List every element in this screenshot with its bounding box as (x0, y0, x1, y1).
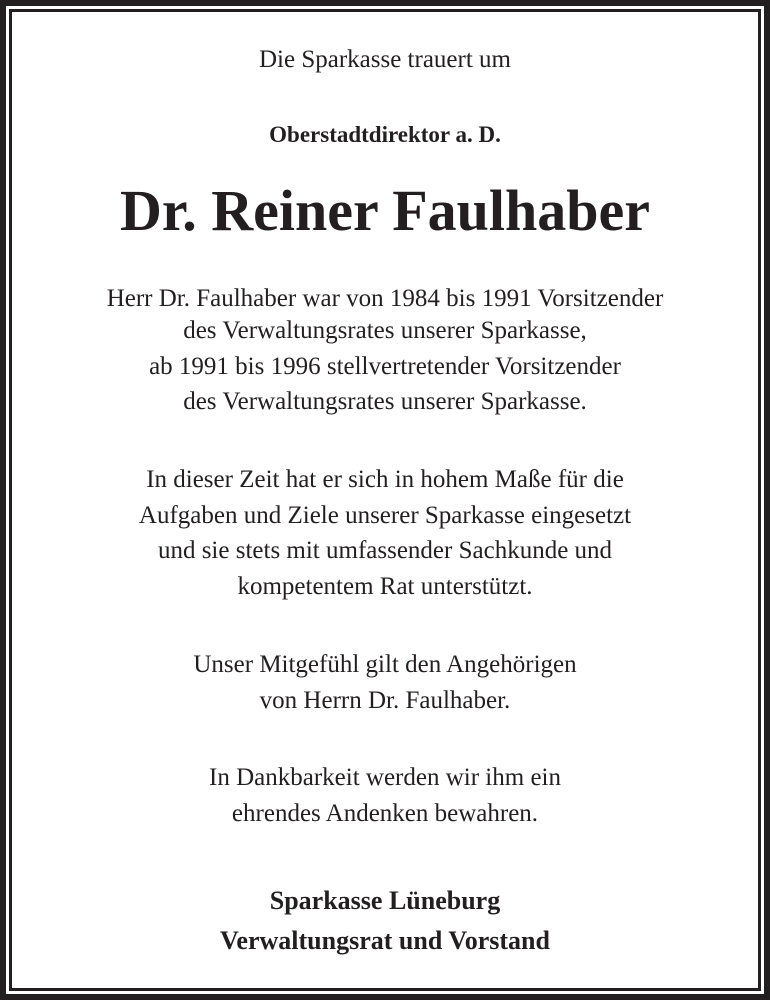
paragraph-line: kompetentem Rat unterstützt. (237, 573, 533, 600)
inner-border (9, 9, 761, 991)
paragraph-line: von Herrn Dr. Faulhaber. (259, 687, 511, 714)
signature-line: Verwaltungsrat und Vorstand (220, 926, 550, 955)
paragraph-line: In dieser Zeit hat er sich in hohem Maße für die (146, 466, 624, 493)
signature-line: Sparkasse Lüneburg (269, 886, 501, 915)
paragraph-line: Aufgaben und Ziele unserer Sparkasse eingesetzt (138, 502, 632, 529)
paragraph-line: Herr Dr. Faulhaber war von 1984 bis 1991 Vorsitzender (106, 285, 664, 312)
paragraph-line: ehrendes Andenken bewahren. (231, 800, 539, 827)
paragraph-line: und sie stets mit umfassender Sachkunde und (157, 537, 613, 564)
intro-text: Die Sparkasse trauert um (258, 46, 511, 73)
paragraph-line: Unser Mitgefühl gilt den Angehörigen (193, 651, 577, 678)
paragraph-line: des Verwaltungsrates unserer Sparkasse. (183, 388, 587, 415)
paragraph-line: des Verwaltungsrates unserer Sparkasse, (183, 317, 587, 344)
paragraph-line: ab 1991 bis 1996 stellvertretender Vorsitzender (149, 353, 621, 380)
deceased-title: Oberstadtdirektor a. D. (269, 122, 501, 147)
paragraph-line: In Dankbarkeit werden wir ihm ein (209, 764, 561, 791)
deceased-name: Dr. Reiner Faulhaber (119, 178, 651, 243)
